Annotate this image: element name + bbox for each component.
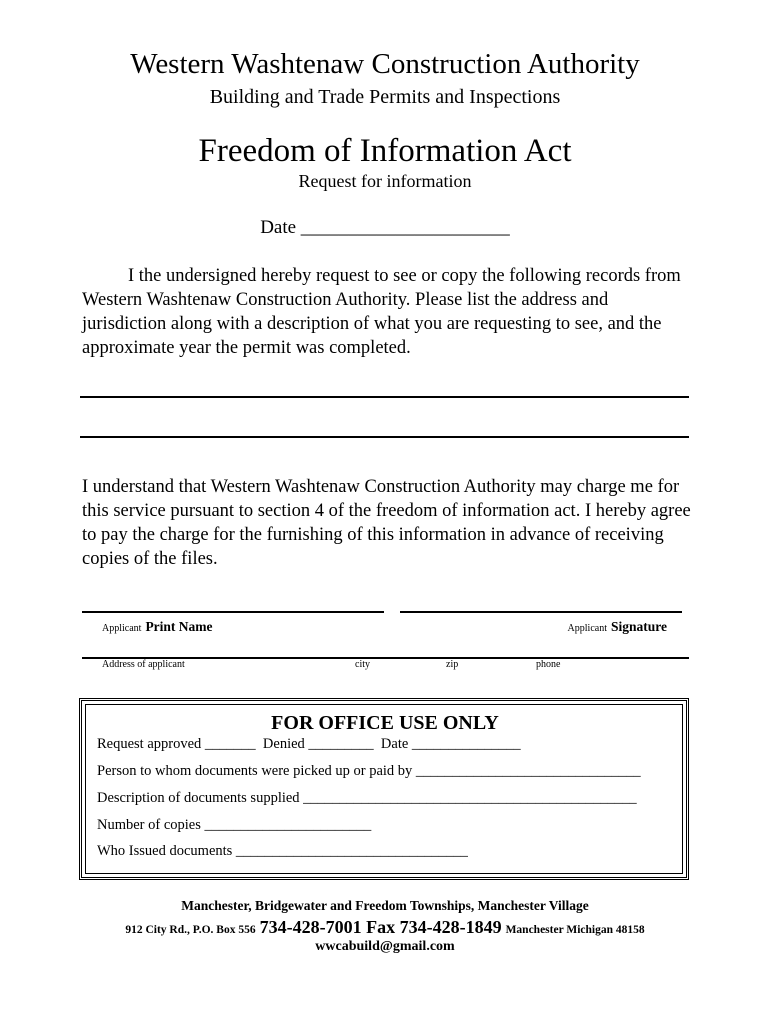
form-title: Freedom of Information Act — [198, 133, 572, 169]
footer-street-address: 912 City Rd., P.O. Box 556 — [125, 924, 256, 936]
phone-label: phone — [536, 659, 561, 670]
footer-townships: Manchester, Bridgewater and Freedom Townships, Manchester Village — [181, 898, 589, 913]
signature-label — [568, 618, 667, 636]
footer-phone-fax: 734-428-7001 Fax 734-428-1849 — [259, 917, 502, 937]
documents-description-row[interactable]: Description of documents supplied ______________________________________________ — [97, 790, 637, 806]
footer-city-state: Manchester Michigan 48158 — [505, 924, 645, 936]
request-approved-row[interactable]: Request approved _______ Denied _________ Date _______________ — [97, 736, 521, 752]
print-name-line[interactable] — [82, 611, 384, 613]
office-use-title: FOR OFFICE USE ONLY — [271, 712, 499, 734]
intro-paragraph: I the undersigned hereby request to see or copy the following records from Western Washtenaw Construction Authority. Please list the address and jurisdiction along with a description of what you are requesting to see, and the approximate year the permit was completed. — [82, 266, 681, 358]
applicant-small-label: Applicant — [102, 623, 142, 634]
org-subtitle: Building and Trade Permits and Inspections — [209, 86, 561, 108]
signature-line[interactable] — [400, 611, 682, 613]
print-name-label — [102, 618, 213, 636]
zip-label: zip — [446, 659, 459, 670]
footer-email[interactable]: wwcabuild@gmail.com — [315, 939, 455, 954]
number-of-copies-row[interactable]: Number of copies _______________________ — [97, 817, 372, 833]
org-title: Western Washtenaw Construction Authority — [130, 48, 640, 80]
date-field[interactable]: Date ______________________ — [260, 217, 510, 238]
signature-text: Signature — [610, 619, 667, 634]
print-name-text: Print Name — [145, 619, 213, 634]
charge-paragraph: I understand that Western Washtenaw Construction Authority may charge me for this service pursuant to section 4 of the freedom of information act. I hereby agree to pay the charge for the furnishing of this information in advance of receiving copies of the files. — [82, 477, 691, 569]
request-line-1[interactable] — [80, 396, 689, 398]
footer-contact — [0, 917, 770, 938]
city-label: city — [355, 659, 370, 670]
issued-by-row[interactable]: Who Issued documents ________________________________ — [97, 843, 468, 859]
form-subtitle: Request for information — [298, 171, 472, 191]
pickup-person-row[interactable]: Person to whom documents were picked up or paid by _______________________________ — [97, 763, 641, 779]
applicant-small-label: Applicant — [567, 623, 607, 634]
request-line-2[interactable] — [80, 436, 689, 438]
address-label: Address of applicant — [102, 659, 185, 670]
